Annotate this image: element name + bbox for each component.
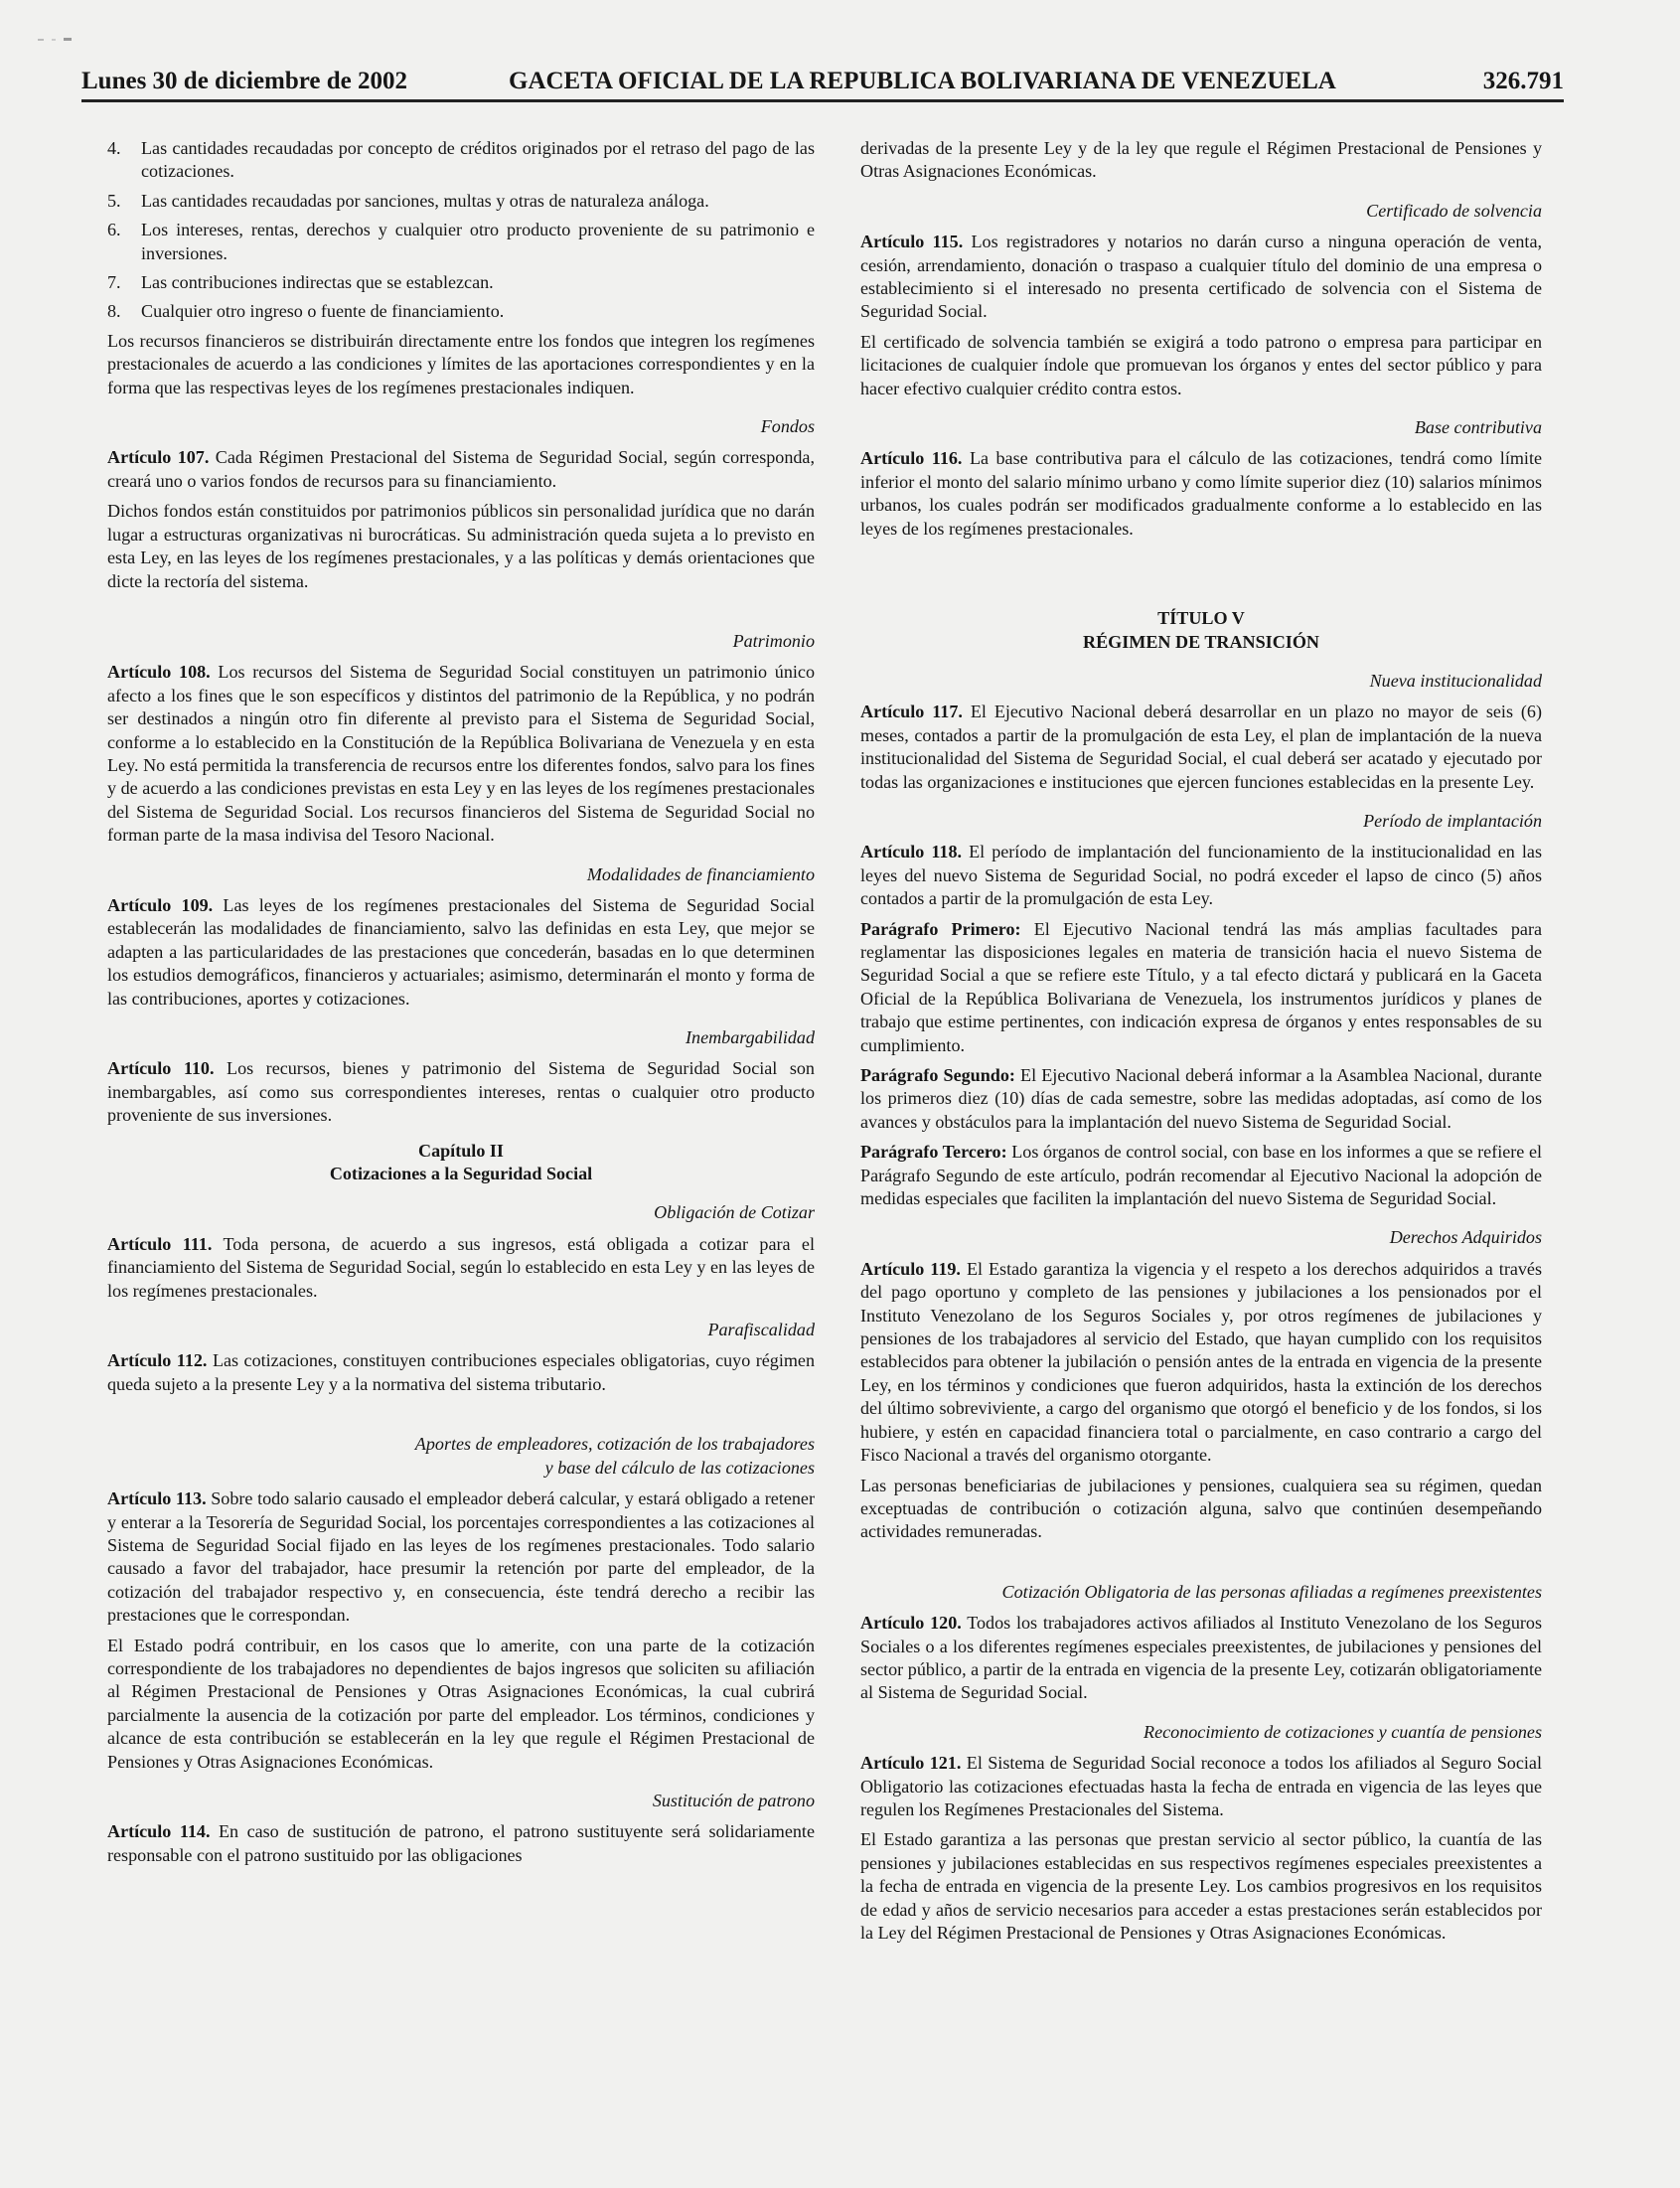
list-item	[107, 190, 815, 213]
article-114	[107, 1820, 815, 1867]
article-112	[107, 1349, 815, 1396]
section-heading: Nueva institucionalidad	[1369, 670, 1542, 691]
list-item	[107, 300, 815, 323]
article-label: Artículo 115.	[860, 232, 964, 252]
section-heading: Certificado de solvencia	[1366, 200, 1542, 221]
article-label: Artículo 118.	[860, 842, 963, 862]
paragraph: derivadas de la presente Ley y de la ley que regule el Régimen Prestacional de Pensiones y Otras Asignaciones Económicas.	[860, 138, 1542, 182]
chapter-number: Capítulo II	[418, 1140, 504, 1161]
article-label: Artículo 121.	[860, 1753, 962, 1774]
section-heading: Base contributiva	[1414, 417, 1542, 438]
section-heading: Período de implantación	[1363, 810, 1542, 831]
item-number: 4.	[107, 138, 121, 158]
article-text: Los recursos del Sistema de Seguridad Social constituyen un patrimonio único afecto a los fines que le son específicos y distintos del patrimonio de la República, y no podrán ser destinados a ningún otro fin diferente al previsto para el Sistema de Seguridad Social, conforme a lo establecido en la Constitución de la República Bolivariana de Venezuela y en esta Ley. No está permitida la transferencia de recursos entre los diferentes fondos, salvo para los fines y de acuerdo a las condiciones previstas en esta Ley y en las leyes de los regímenes prestacionales del Sistema de Seguridad Social. Los recursos financieros del Sistema de Seguridad Social no forman parte de la masa indivisa del Tesoro Nacional.	[107, 662, 815, 846]
item-text: Las contribuciones indirectas que se establezcan.	[141, 272, 494, 293]
chapter-title: Cotizaciones a la Seguridad Social	[329, 1164, 593, 1184]
paragraph-primero	[860, 918, 1542, 1057]
section-heading: Patrimonio	[732, 630, 815, 651]
list-item	[107, 219, 815, 265]
paragraph-segundo	[860, 1064, 1542, 1134]
article-label: Artículo 107.	[107, 447, 210, 468]
article-109	[107, 894, 815, 1011]
item-text: Los intereses, rentas, derechos y cualquier otro producto proveniente de su patrimonio e inversiones.	[141, 220, 815, 263]
article-label: Artículo 116.	[860, 448, 963, 469]
paragraph-label: Parágrafo Primero:	[860, 918, 1021, 939]
article-115	[860, 231, 1542, 324]
item-number: 5.	[107, 190, 121, 211]
article-107	[107, 446, 815, 493]
item-text: Las cantidades recaudadas por concepto de créditos originados por el retraso del pago de las cotizaciones.	[141, 138, 815, 182]
section-heading: Sustitución de patrono	[652, 1790, 815, 1810]
article-text: Los recursos, bienes y patrimonio del Sistema de Seguridad Social son inembargables, así como sus correspondientes intereses, rentas o cualquier otro producto proveniente de sus inversiones.	[107, 1058, 815, 1126]
paragraph-text: El Ejecutivo Nacional tendrá las más amplias facultades para reglamentar las disposiciones legales en materia de transición hacia el nuevo Sistema de Seguridad Social a que se refiere este Título, y a tal efecto dictará y publicará en la Gaceta Oficial de la República Bolivariana de Venezuela, los instrumentos jurídicos y planes de trabajo que estime pertinentes, con indicación expresa de órganos y entes responsables de su cumplimiento.	[860, 918, 1542, 1055]
paragraph-label: Parágrafo Segundo:	[860, 1065, 1015, 1085]
article-116	[860, 447, 1542, 541]
gazette-title: GACETA OFICIAL DE LA REPUBLICA BOLIVARIANA DE VENEZUELA	[509, 68, 1336, 94]
article-label: Artículo 108.	[107, 662, 211, 683]
page-number: 326.791	[1482, 68, 1564, 94]
article-text: Cada Régimen Prestacional del Sistema de Seguridad Social, según corresponda, creará uno o varios fondos de recursos para su financiamiento.	[107, 447, 815, 491]
section-heading: Fondos	[760, 416, 815, 437]
article-text: Las cotizaciones, constituyen contribuciones especiales obligatorias, cuyo régimen queda sujeto a la presente Ley y a la normativa del sistema tributario.	[107, 1350, 815, 1394]
section-heading: Derechos Adquiridos	[1389, 1227, 1542, 1248]
right-column	[860, 137, 1542, 1952]
article-text: El Ejecutivo Nacional deberá desarrollar en un plazo no mayor de seis (6) meses, contados a partir de la promulgación de esta Ley, el plan de implantación de la nueva institucionalidad del Sistema de Seguridad Social, el cual deberá ser acatado y ejecutado por todas las organizaciones e instituciones que ejercen funciones establecidas en la presente Ley.	[860, 702, 1543, 792]
list-item	[107, 137, 815, 184]
title-number: TÍTULO V	[1157, 608, 1245, 629]
section-heading: Obligación de Cotizar	[654, 1202, 815, 1223]
article-label: Artículo 111.	[107, 1233, 213, 1254]
paragraph: Las personas beneficiarias de jubilaciones y pensiones, cualquiera sea su régimen, quedan exceptuadas de contribución o cotización alguna, salvo que continúen desempeñando actividades remuneradas.	[860, 1475, 1542, 1542]
article-113	[107, 1487, 815, 1627]
article-label: Artículo 117.	[860, 702, 963, 722]
paragraph: El certificado de solvencia también se exigirá a todo patrono o empresa para participar en licitaciones de cualquier índole que promuevan los órganos y entes del sector público y para hacer efectivo cualquier crédito contra estos.	[860, 331, 1542, 398]
article-120	[860, 1612, 1542, 1705]
section-heading: y base del cálculo de las cotizaciones	[544, 1457, 815, 1478]
article-text: En caso de sustitución de patrono, el patrono sustituyente será solidariamente responsable con el patrono sustituido por las obligaciones	[107, 1821, 815, 1865]
left-column	[107, 137, 815, 1874]
item-number: 6.	[107, 220, 121, 240]
article-text: El Sistema de Seguridad Social reconoce a todos los afiliados al Seguro Social Obligatorio las cotizaciones efectuadas hasta la fecha de entrada en vigencia de las leyes que regulen los Regímenes Prestacionales del Sistema.	[860, 1753, 1542, 1819]
article-text: Sobre todo salario causado el empleador deberá calcular, y estará obligado a retener y enterar a la Tesorería de Seguridad Social, los porcentajes correspondientes a las cotizaciones al Sistema de Seguridad Social fijado en las leyes de los regímenes prestacionales. Todo salario causado a favor del trabajador, hace presumir la retención por parte del empleador, de la cotización del trabajador respectivo y, en consecuencia, éste tendrá derecho a recibir las prestaciones que le correspondan.	[107, 1488, 815, 1626]
article-label: Artículo 110.	[107, 1058, 215, 1079]
item-text: Las cantidades recaudadas por sanciones, multas y otras de naturaleza análoga.	[141, 190, 709, 211]
article-label: Artículo 120.	[860, 1613, 962, 1634]
item-text: Cualquier otro ingreso o fuente de financiamiento.	[141, 301, 505, 322]
article-110	[107, 1057, 815, 1127]
article-111	[107, 1233, 815, 1303]
section-heading: Modalidades de financiamiento	[586, 863, 815, 884]
section-heading: Inembargabilidad	[686, 1027, 815, 1047]
list-item	[107, 271, 815, 294]
article-label: Artículo 119.	[860, 1258, 961, 1279]
article-text: Toda persona, de acuerdo a sus ingresos, está obligada a cotizar para el financiamiento del Sistema de Seguridad Social, según lo establecido en esta Ley y en las leyes de los regímenes prestacionales.	[107, 1233, 815, 1301]
section-heading: Reconocimiento de cotizaciones y cuantía de pensiones	[1144, 1721, 1542, 1742]
paragraph: Dichos fondos están constituidos por patrimonios públicos sin personalidad jurídica que no darán lugar a estructuras organizativas ni burocráticas. Su administración queda sujeta a lo previsto en esta Ley, en las leyes de los regímenes prestacionales, y a las políticas y demás orientaciones que dicte la rectoría del sistema.	[107, 501, 815, 591]
article-117	[860, 701, 1542, 794]
article-108	[107, 661, 815, 847]
paragraph: Los recursos financieros se distribuirán directamente entre los fondos que integren los regímenes prestacionales de acuerdo a las condiciones y límites de las aportaciones correspondientes y en la forma que las respectivas leyes de los regímenes prestacionales indiquen.	[107, 330, 815, 397]
issue-date: Lunes 30 de diciembre de 2002	[81, 68, 408, 94]
article-label: Artículo 113.	[107, 1488, 207, 1509]
article-label: Artículo 112.	[107, 1350, 208, 1371]
article-121	[860, 1752, 1542, 1821]
paragraph-text: El Ejecutivo Nacional deberá informar a la Asamblea Nacional, durante los primeros diez (10) días de cada semestre, sobre las medidas adoptadas, así como de los avances y obstáculos para la implantación del nuevo Sistema de Seguridad Social.	[860, 1065, 1542, 1132]
gazette-header	[81, 58, 1564, 102]
article-text: El Estado garantiza la vigencia y el respeto a los derechos adquiridos a través del pago oportuno y completo de las pensiones y jubilaciones a los pensionados por el Instituto Venezolano de los Seguros Sociales y, por otros regímenes de jubilaciones y pensiones de los trabajadores al servicio del Estado, que hayan cumplido con los requisitos establecidos para obtener la jubilación o pensión antes de la entrada en vigencia de la presente Ley, en los términos y condiciones que fueron adquiridos, hasta la extinción de los derechos del último sobreviviente, a cargo del organismo que otorgó el beneficio y de los fondos, si los hubiere, y estén en capacidad financiera total o parcialmente, en caso contrario a cargo del Fisco Nacional a través del organismo otorgante.	[860, 1258, 1542, 1466]
paragraph-tercero	[860, 1141, 1542, 1210]
article-118	[860, 841, 1542, 910]
paragraph-text: Los órganos de control social, con base en los informes a que se refiere el Parágrafo Segundo de este artículo, podrán recomendar al Ejecutivo Nacional la adopción de medidas especiales que faciliten la implantación del nuevo Sistema de Seguridad Social.	[860, 1142, 1542, 1209]
paragraph: El Estado podrá contribuir, en los casos que lo amerite, con una parte de la cotización correspondiente de los trabajadores no dependientes de bajos ingresos que soliciten su afiliación al Régimen Prestacional de Pensiones y Otras Asignaciones Económicas, la cual cubrirá parcialmente la ausencia de la cotización por parte del empleador. Los términos, condiciones y alcance de esta contribución se establecerán en la ley que regule el Régimen Prestacional de Pensiones y Otras Asignaciones Económicas.	[107, 1635, 815, 1772]
article-text: El período de implantación del funcionamiento de la institucionalidad en las leyes del nuevo Sistema de Seguridad Social, no podrá exceder el lapso de cinco (5) años contados a partir de la promulgación de esta Ley.	[860, 842, 1542, 909]
item-number: 8.	[107, 301, 121, 322]
article-text: Los registradores y notarios no darán curso a ninguna operación de venta, cesión, arrendamiento, donación o traspaso a cualquier título del dominio de una empresa o establecimiento si el interesado no presenta certificado de solvencia con el Sistema de Seguridad Social.	[860, 232, 1542, 322]
item-number: 7.	[107, 272, 121, 293]
article-label: Artículo 109.	[107, 894, 214, 915]
article-119	[860, 1258, 1542, 1468]
scan-speck	[38, 38, 77, 42]
article-text: Todos los trabajadores activos afiliados al Instituto Venezolano de los Seguros Sociales o a los diferentes regímenes especiales preexistentes, de jubilaciones y pensiones del sector público, a partir de la entrada en vigencia de la presente Ley, cotizarán obligatoriamente al Sistema de Seguridad Social.	[860, 1613, 1542, 1703]
article-text: La base contributiva para el cálculo de las cotizaciones, tendrá como límite inferior el monto del salario mínimo urbano y como límite superior diez (10) salarios mínimos urbanos, los cuales podrán ser modificados gradualmente conforme a lo establecido en las leyes de los regímenes prestacionales.	[860, 448, 1543, 539]
section-heading: Parafiscalidad	[707, 1320, 815, 1340]
section-heading: Cotización Obligatoria de las personas afiliadas a regímenes preexistentes	[1001, 1581, 1542, 1602]
section-heading: Aportes de empleadores, cotización de los trabajadores	[414, 1434, 815, 1455]
title-name: RÉGIMEN DE TRANSICIÓN	[1083, 631, 1319, 652]
paragraph-label: Parágrafo Tercero:	[860, 1142, 1007, 1163]
paragraph: El Estado garantiza a las personas que prestan servicio al sector público, la cuantía de las pensiones y jubilaciones establecidas en sus respectivos regímenes especiales preexistentes a la fecha de entrada en vigencia de la presente Ley. Los cambios progresivos en los requisitos de edad y años de servicio necesarios para acceder a estas prestaciones serán establecidos por la Ley del Régimen Prestacional de Pensiones y Otras Asignaciones Económicas.	[860, 1829, 1542, 1943]
article-label: Artículo 114.	[107, 1821, 211, 1842]
article-text: Las leyes de los regímenes prestacionales del Sistema de Seguridad Social establecerán las modalidades de financiamiento, salvo las definidas en esta Ley, que mejor se adapten a las particularidades de las prestaciones que concederán, basadas en lo que determinen los estudios demográficos, financieros y actuariales; asimismo, determinarán el monto y forma de las contribuciones, aportes y cotizaciones.	[107, 894, 815, 1009]
